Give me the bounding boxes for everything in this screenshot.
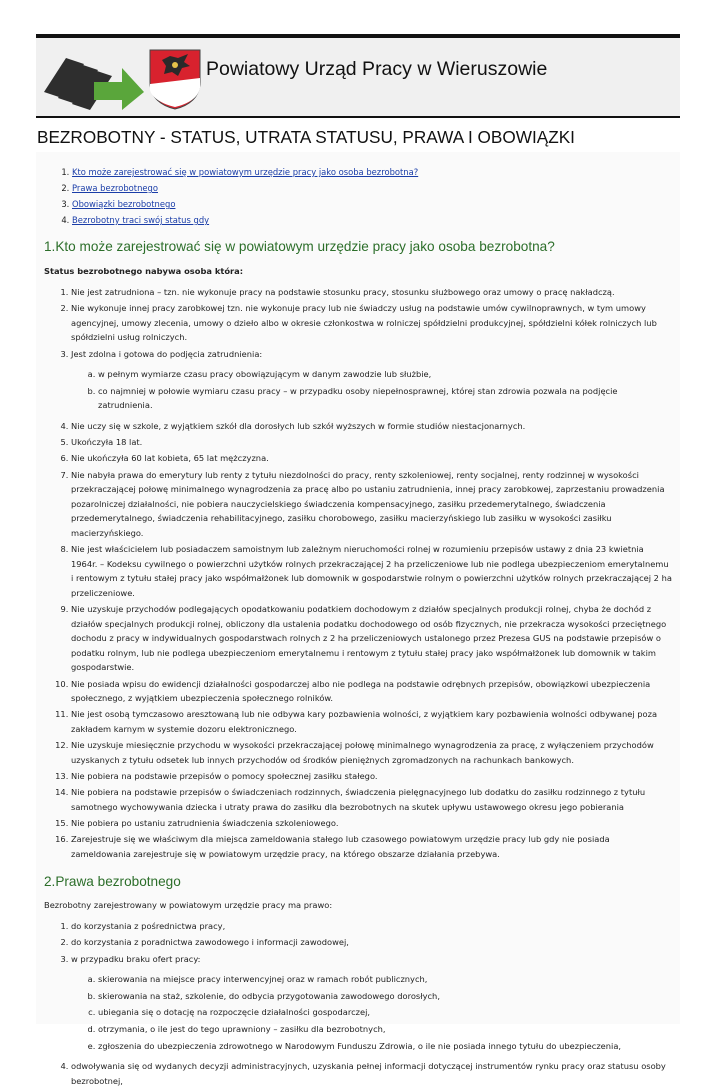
sub-list-item: c. ubiegania się o dotację na rozpoczęcie działalności gospodarczej, (98, 1005, 672, 1020)
list-item: 1. do korzystania z pośrednictwa pracy, (71, 919, 672, 934)
list-item: 4. odwoływania się od wydanych decyzji administracyjnych, uzyskania pełnej informacji dotyczącej instrumentów rynku pracy oraz statusu osoby bezrobotnej, (71, 1059, 672, 1088)
toc-item (72, 212, 672, 228)
rights-list (44, 919, 672, 1088)
toc-item (72, 164, 672, 180)
list-item-text: Jest zdolna i gotowa do podjęcia zatrudnienia: (71, 348, 263, 359)
sub-list (71, 367, 672, 413)
list-item: 8. Nie jest właścicielem lub posiadaczem samoistnym lub zależnym nieruchomości rolnej w rozumieniu przepisów ustawy z dnia 23 kwietnia 1964r. – Kodeksu cywilnego o powierzchni użytków rolnych przekraczającej 2 ha przeliczeniowe lub nie podlega ubezpieczeniom emerytalnemu i rentowym z tytułu stałej pracy jako współmałżonek lub domownik w gospodarstwie rolnym o powierzchni użytków rolnych przekraczającej 2 ha przeliczeniowe. (71, 542, 672, 600)
list-item (71, 347, 672, 413)
sub-list-item: b. skierowania na staż, szkolenie, do odbycia przygotowania zawodowego dorosłych, (98, 989, 672, 1004)
sub-list-item: d. otrzymania, o ile jest do tego uprawniony – zasiłku dla bezrobotnych, (98, 1022, 672, 1037)
toc-link-registration[interactable]: Kto może zarejestrować się w powiatowym urzędzie pracy jako osoba bezrobotna? (72, 167, 419, 177)
sub-list-item: a. w pełnym wymiarze czasu pracy obowiązującym w danym zawodzie lub służbie, (98, 367, 672, 382)
list-item: 2. Nie wykonuje innej pracy zarobkowej tzn. nie wykonuje pracy lub nie świadczy usług na podstawie umów cywilnoprawnych, w tym umowy agencyjnej, umowy zlecenia, umowy o dzieło albo w okresie członkostwa w rolniczej spółdzielni produkcyjnej, spółdzielni kółek rolniczych lub spółdzielni usług rolniczych. (71, 301, 672, 345)
list-item: 11. Nie jest osobą tymczasowo aresztowaną lub nie odbywa kary pozbawienia wolności, z wyjątkiem kary pozbawienia wolności odbywanej poza zakładem karnym w systemie dozoru elektronicznego. (71, 707, 672, 736)
arrows-logo-icon (38, 48, 146, 110)
toc-link-status-loss[interactable]: Bezrobotny traci swój status gdy (72, 215, 210, 225)
coat-of-arms-icon (148, 48, 202, 110)
list-item: 16. Zarejestruje się we właściwym dla miejsca zameldowania stałego lub czasowego powiatowym urzędzie pracy lub gdy nie posiada zameldowania zarejestruje się w powiatowym urzędzie pracy, na którego obszarze działania przebywa. (71, 832, 672, 861)
sub-list-item: e. zgłoszenia do ubezpieczenia zdrowotnego w Narodowym Funduszu Zdrowia, o ile nie posiada innego tytułu do ubezpieczenia, (98, 1039, 672, 1054)
toc-link-duties[interactable]: Obowiązki bezrobotnego (72, 199, 176, 209)
list-item: 14. Nie pobiera na podstawie przepisów o świadczeniach rodzinnych, świadczenia pielęgnacyjnego lub dodatku do zasiłku rodzinnego z tytułu samotnego wychowywania dziecka i utraty prawa do zasiłku dla bezrobotnych na skutek upływu ustawowego okresu jego pobierania (71, 785, 672, 814)
toc-link-rights[interactable]: Prawa bezrobotnego (72, 183, 158, 193)
list-item: 4. Nie uczy się w szkole, z wyjątkiem szkół dla dorosłych lub szkół wyższych w formie studiów niestacjonarnych. (71, 419, 672, 434)
section-lead: Bezrobotny zarejestrowany w powiatowym urzędzie pracy ma prawo: (44, 900, 333, 911)
page-title: BEZROBOTNY - STATUS, UTRATA STATUSU, PRAWA I OBOWIĄZKI (37, 127, 575, 147)
sub-list-item: a. skierowania na miejsce pracy interwencyjnej oraz w ramach robót publicznych, (98, 972, 672, 987)
site-title: Powiatowy Urząd Pracy w Wieruszowie (206, 58, 548, 80)
sub-list-item: b. co najmniej w połowie wymiaru czasu pracy – w przypadku osoby niepełnosprawnej, której stan zdrowia pozwala na podjęcie zatrudnienia. (98, 384, 672, 413)
section-heading-registration: 1.Kto może zarejestrować się w powiatowym urzędzie pracy jako osoba bezrobotna? (44, 239, 555, 254)
list-item: 12. Nie uzyskuje miesięcznie przychodu w wysokości przekraczającej połowę minimalnego wynagrodzenia za pracę, z wyłączeniem przychodów uzyskanych z tytułu odsetek lub innych przychodów od środków pieniężnych zgromadzonych na rachunkach bankowych. (71, 738, 672, 767)
list-item: 5. Ukończyła 18 lat. (71, 435, 672, 450)
site-header (36, 34, 680, 118)
list-item: 9. Nie uzyskuje przychodów podlegających opodatkowaniu podatkiem dochodowym z działów specjalnych produkcji rolnej, chyba że dochód z działów specjalnych produkcji rolnej, obliczony dla ustalenia podatku dochodowego od osób fizycznych, nie przekracza wysokości przeciętnego dochodu z pracy w indywidualnych gospodarstwach rolnych z 2 ha przeliczeniowych ustalonego przez Prezesa GUS na podstawie przepisów o podatku rolnym, lub nie podlega ubezpieczeniom emerytalnemu i rentowym z tytułu stałej pracy jako współmałżonek lub domownik w takim gospodarstwie. (71, 602, 672, 675)
list-item: 7. Nie nabyła prawa do emerytury lub renty z tytułu niezdolności do pracy, renty szkoleniowej, renty socjalnej, renty rodzinnej w wysokości przekraczającej połowę minimalnego wynagrodzenia za pracę albo po ustaniu zatrudnienia, innej pracy zarobkowej, zaprzestaniu prowadzenia pozarolniczej działalności, nie pobiera nauczycielskiego świadczenia kompensacyjnego, zasiłku przedemerytalnego, świadczenia przedemerytalnego, świadczenia rehabilitacyjnego, zasiłku chorobowego, zasiłku macierzyńskiego lub zasiłku w wysokości zasiłku macierzyńskiego. (71, 468, 672, 541)
list-item: 6. Nie ukończyła 60 lat kobieta, 65 lat mężczyzna. (71, 451, 672, 466)
status-conditions-list (44, 285, 672, 861)
table-of-contents (44, 164, 672, 228)
list-item: 15. Nie pobiera po ustaniu zatrudnienia świadczenia szkoleniowego. (71, 816, 672, 831)
section-heading-rights: 2.Prawa bezrobotnego (44, 874, 181, 890)
list-item: 13. Nie pobiera na podstawie przepisów o pomocy społecznej zasiłku stałego. (71, 769, 672, 784)
toc-item (72, 180, 672, 196)
content-area (36, 152, 680, 1086)
sub-list (71, 972, 672, 1053)
list-item (71, 952, 672, 1054)
toc-item (72, 196, 672, 212)
list-item: 2. do korzystania z poradnictwa zawodowego i informacji zawodowej, (71, 935, 672, 950)
section-lead: Status bezrobotnego nabywa osoba która: (44, 266, 244, 276)
list-item-text: w przypadku braku ofert pracy: (71, 953, 201, 964)
list-item: 10. Nie posiada wpisu do ewidencji działalności gospodarczej albo nie podlega na podstawie odrębnych przepisów, obowiązkowi ubezpieczenia społecznego, z wyjątkiem ubezpieczenia społecznego rolników. (71, 677, 672, 706)
list-item: 1. Nie jest zatrudniona – tzn. nie wykonuje pracy na podstawie stosunku pracy, stosunku służbowego oraz umowy o pracę nakładczą. (71, 285, 672, 300)
